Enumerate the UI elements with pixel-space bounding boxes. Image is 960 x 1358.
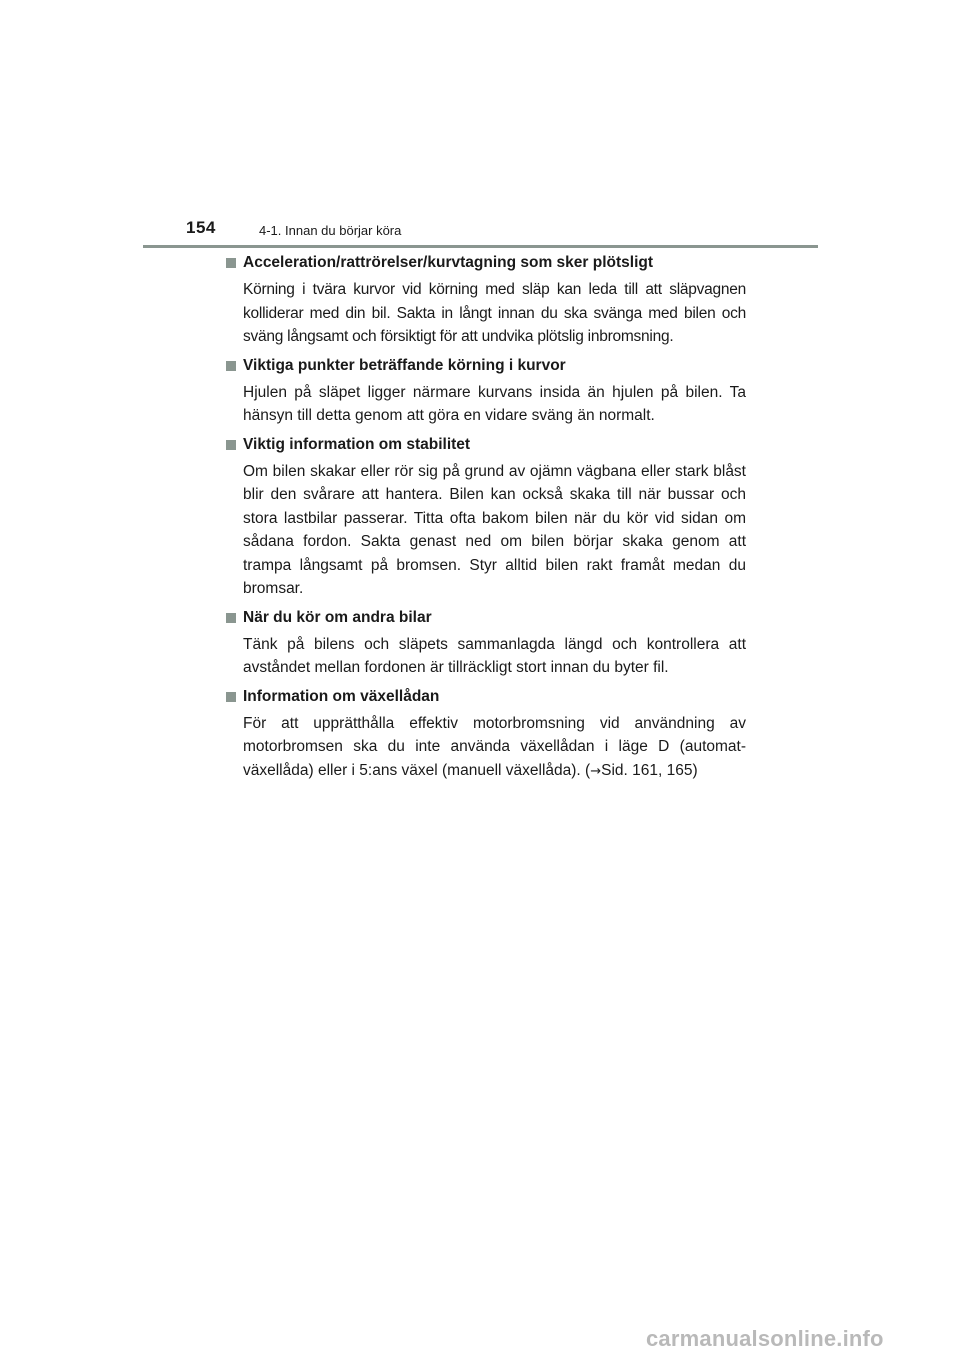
section-body: Körning i tvära kurvor vid körning med släp kan leda till att släpvagnen kolliderar med din bil. Sakta in långt innan du ska svänga med bilen och sväng långsamt och försiktigt för att undvika plötslig inbromsning.: [243, 281, 746, 345]
section-body: Hjulen på släpet ligger närmare kurvans insida än hjulen på bilen. Ta hänsyn till detta genom att göra en vidare sväng än normalt.: [243, 383, 746, 424]
section-heading: [226, 607, 746, 629]
section-overtaking: [226, 607, 746, 680]
square-bullet-icon: [226, 440, 236, 450]
square-bullet-icon: [226, 361, 236, 371]
page-number: 154: [186, 218, 216, 237]
section-stability: [226, 434, 746, 601]
section-body: Om bilen skakar eller rör sig på grund av ojämn vägbana eller stark blåst blir den svårare att hantera. Bilen kan också skaka till när bussar och stora lastbilar passerar. Titta ofta bakom bilen när du kör vid sidan om sådana fordon. Sakta genast ned om bilen börjar skaka genom att trampa långsamt på bromsen. Styr alltid bilen rakt framåt medan du bromsar.: [243, 462, 746, 597]
section-heading-text: Viktiga punkter beträffande körning i kurvor: [243, 356, 566, 374]
section-body: Tänk på bilens och släpets sammanlagda längd och kontrollera att avståndet mellan fordonen är tillräckligt stort innan du byter fil.: [243, 635, 746, 676]
header-divider: [143, 245, 818, 248]
section-cornering: [226, 355, 746, 428]
section-body: [243, 712, 746, 784]
section-heading: [226, 686, 746, 708]
page-header: [186, 214, 826, 246]
page-reference-link[interactable]: Sid. 161, 165): [601, 761, 698, 779]
section-heading: [226, 434, 746, 456]
section-heading-text: Viktig information om stabilitet: [243, 435, 471, 453]
arrow-right-icon: →: [590, 763, 602, 779]
main-content: [226, 252, 746, 789]
section-heading: [226, 355, 746, 377]
section-heading-text: Information om växellådan: [243, 687, 440, 705]
section-heading: [226, 252, 746, 274]
section-transmission: [226, 686, 746, 784]
section-heading-text: Acceleration/rattrörelser/kurvtagning som sker plötsligt: [243, 254, 654, 271]
square-bullet-icon: [226, 258, 236, 268]
section-heading-text: När du kör om andra bilar: [243, 608, 432, 626]
section-title: 4-1. Innan du börjar köra: [259, 223, 402, 238]
square-bullet-icon: [226, 692, 236, 702]
section-sudden-maneuvers: [226, 252, 746, 349]
body-text-prefix: För att upprätthålla effektiv motorbromsning vid användning av motorbromsen ska du inte använda växellådan i läge D (automat-växellåda) eller i 5:ans växel (manuell växellåda). (: [243, 714, 746, 779]
watermark-text: carmanualsonline.info: [646, 1326, 884, 1351]
square-bullet-icon: [226, 613, 236, 623]
